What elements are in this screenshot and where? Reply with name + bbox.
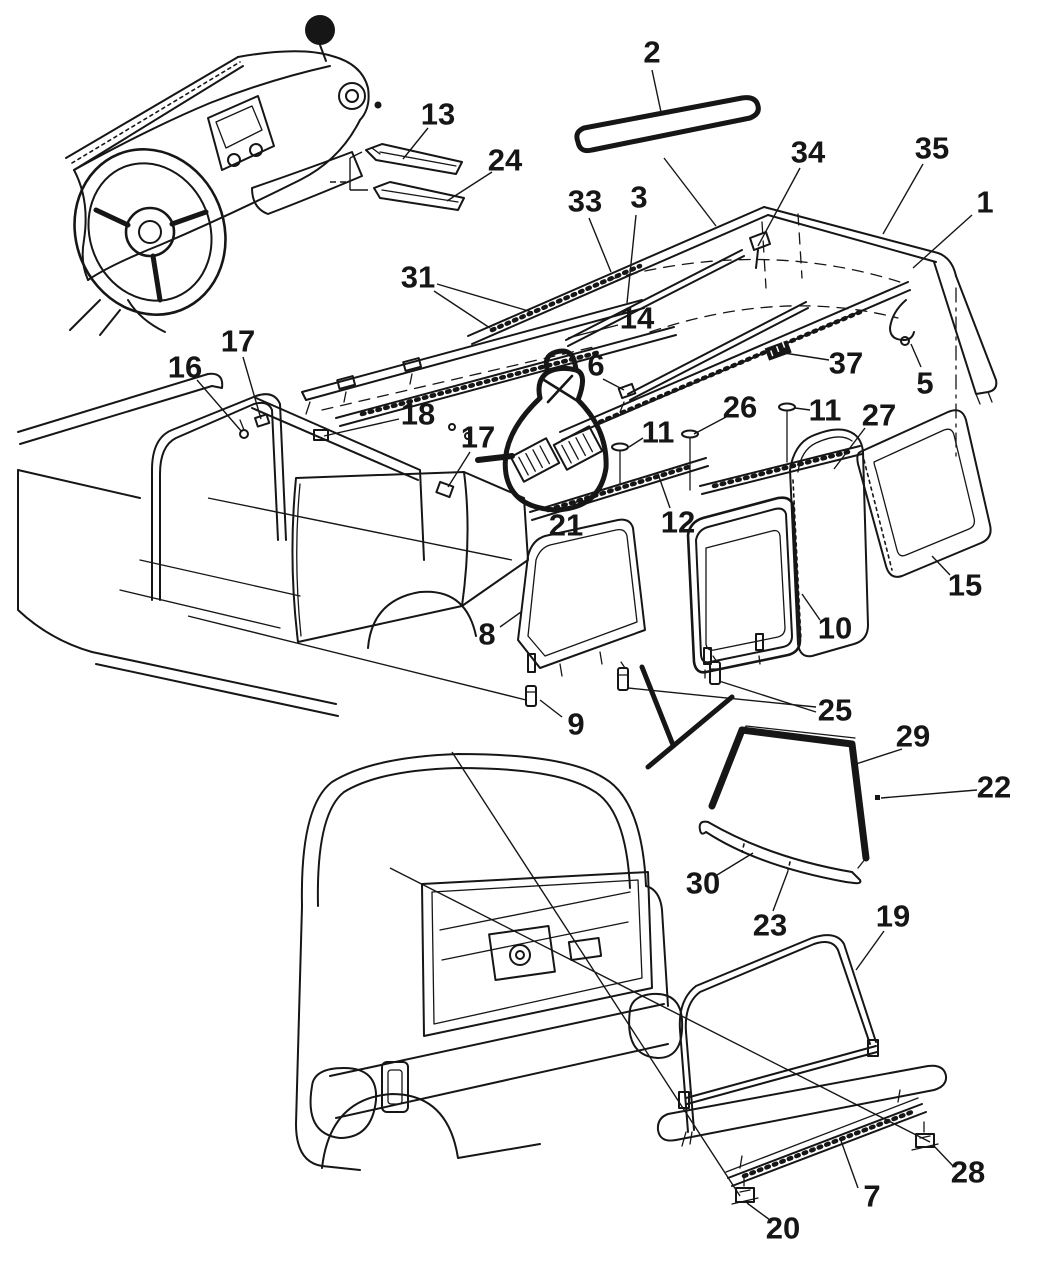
dashboard-sketch (50, 15, 382, 338)
leader-line-24 (447, 172, 492, 201)
callout-25: 25 (817, 692, 853, 728)
leader-line-26 (694, 417, 726, 434)
callout-21: 21 (548, 507, 584, 543)
callout-24: 24 (487, 142, 523, 178)
leader-line-35 (883, 164, 923, 234)
callout-26: 26 (722, 389, 758, 425)
strip-24 (374, 182, 464, 210)
callout-8: 8 (478, 616, 496, 652)
callout-17: 17 (220, 323, 256, 359)
callout-13: 13 (420, 96, 456, 132)
leader-line-7 (840, 1138, 858, 1188)
leader-line-1 (913, 215, 972, 268)
callout-9: 9 (567, 706, 585, 742)
callout-33: 33 (567, 183, 603, 219)
callout-23: 23 (752, 907, 788, 943)
callout-35: 35 (914, 130, 950, 166)
leader-line-30 (717, 853, 753, 875)
window-10 (688, 498, 800, 678)
body-tub-sketch (18, 374, 528, 716)
callout-27: 27 (861, 397, 897, 433)
bold-reference-marks (478, 456, 732, 767)
callout-2: 2 (643, 34, 661, 70)
callout-10: 10 (817, 610, 853, 646)
leader-line-37 (784, 353, 829, 360)
callout-18: 18 (400, 396, 436, 432)
callout-3: 3 (630, 179, 648, 215)
callout-20: 20 (765, 1210, 801, 1246)
callout-34: 34 (790, 134, 826, 170)
window-15 (857, 410, 990, 577)
door-surround-seal-29 (712, 726, 880, 868)
leader-line-2 (652, 70, 661, 112)
strip-13 (366, 144, 462, 174)
callout-31: 31 (400, 259, 436, 295)
leader-line-19 (856, 931, 884, 970)
leader-line-6 (603, 379, 624, 390)
window-8 (518, 520, 645, 676)
screw-11a-icon (612, 444, 628, 486)
retainer-rail-7 (726, 1090, 926, 1186)
callout-19: 19 (875, 898, 911, 934)
callout-15: 15 (947, 567, 983, 603)
callout-29: 29 (895, 718, 931, 754)
callout-17: 17 (460, 419, 496, 455)
callout-12: 12 (660, 504, 696, 540)
callout-5: 5 (916, 365, 934, 401)
callout-11: 11 (808, 392, 842, 428)
leader-line-33 (589, 218, 611, 272)
leader-line-3 (627, 215, 636, 303)
clip-28-icon (912, 1122, 938, 1150)
leader-line-18 (324, 419, 399, 436)
leader-line-23 (773, 871, 788, 911)
leader-line-5 (911, 344, 921, 367)
leader-line-17 (448, 452, 470, 487)
leader-line-22 (881, 790, 977, 798)
callout-30: 30 (685, 865, 721, 901)
folded-top-bar-2 (577, 98, 758, 226)
rear-body-sketch (296, 754, 682, 1170)
callout-14: 14 (619, 300, 655, 336)
callout-28: 28 (950, 1154, 986, 1190)
callout-6: 6 (587, 347, 605, 383)
mirror-icon (305, 15, 335, 45)
callout-16: 16 (167, 349, 203, 385)
leader-line-8 (500, 612, 521, 627)
callout-7: 7 (863, 1178, 881, 1214)
callout-37: 37 (828, 345, 864, 381)
leader-line-9 (540, 700, 562, 717)
window-frame-19 (679, 935, 878, 1146)
callout-1: 1 (976, 184, 994, 220)
screw-11b-icon (779, 404, 795, 463)
callout-22: 22 (976, 769, 1012, 805)
callout-11: 11 (641, 414, 675, 450)
sail-strip-30 (700, 822, 861, 884)
leader-line-31 (437, 284, 532, 312)
fastener-22-icon (875, 795, 880, 800)
leader-line-27 (834, 428, 865, 469)
leader-line-17 (243, 357, 261, 419)
